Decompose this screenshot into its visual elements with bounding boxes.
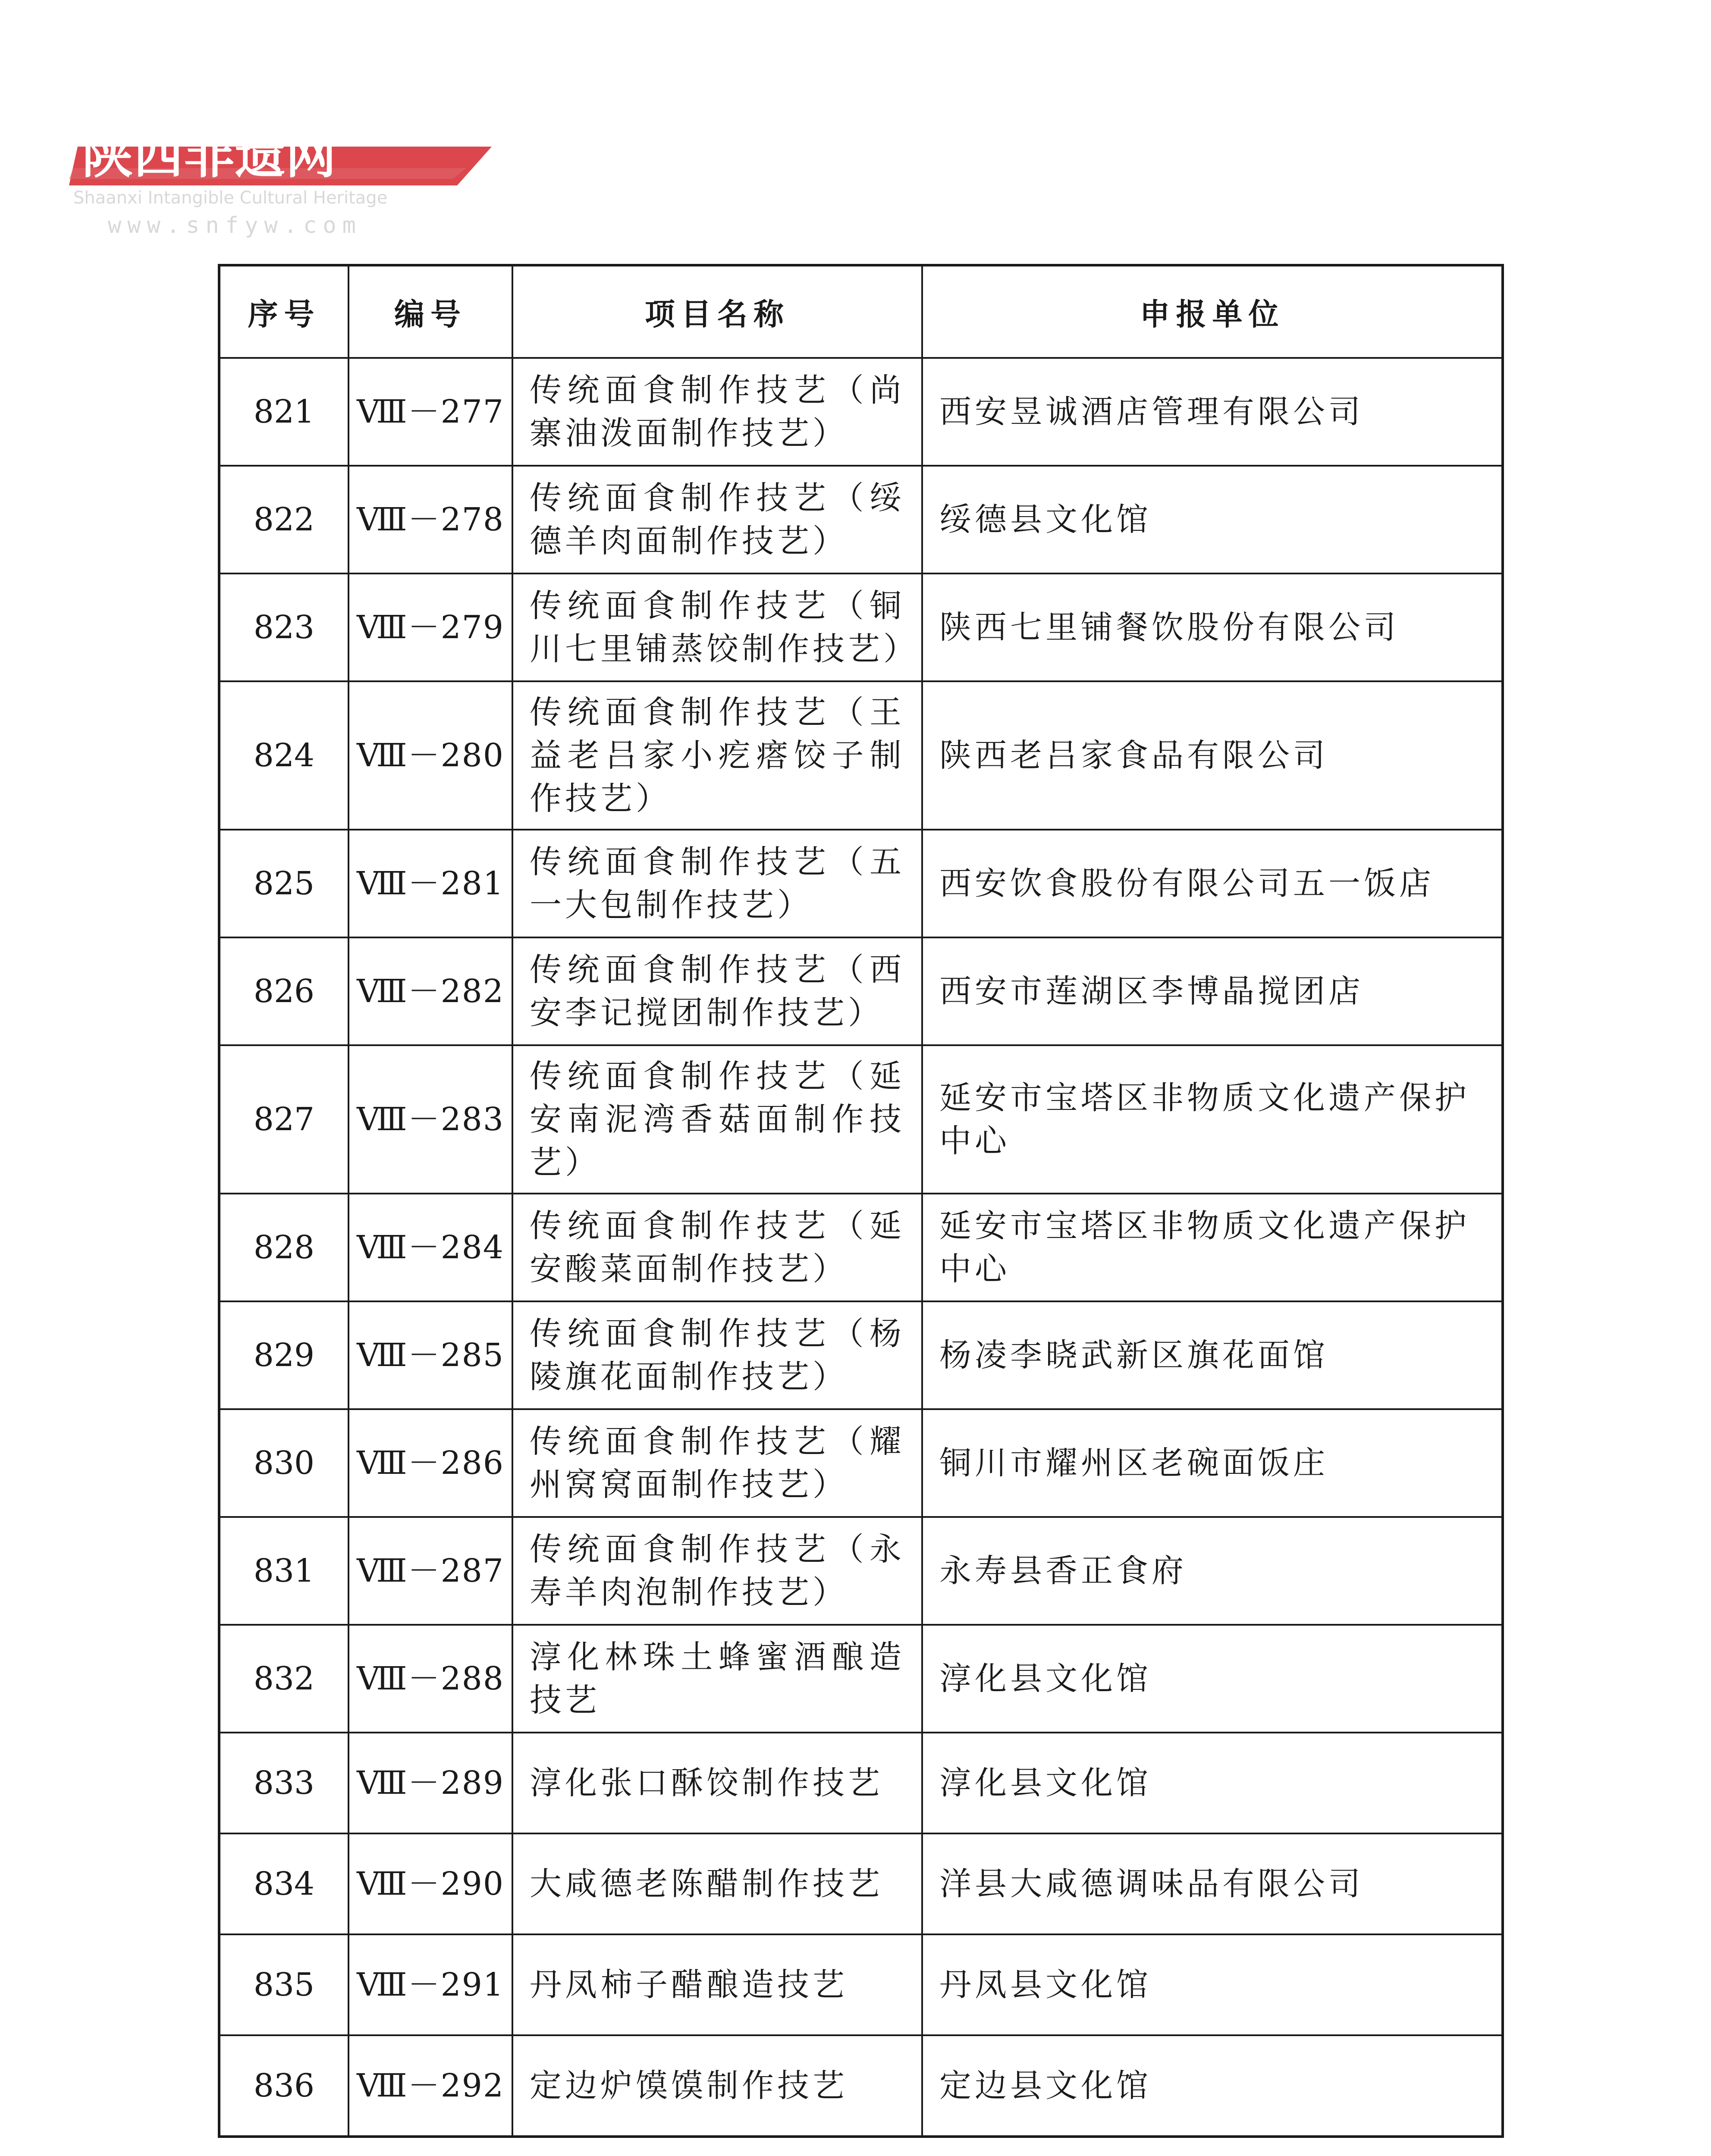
table-row <box>219 1934 1503 2035</box>
cell-name: 传统面食制作技艺（杨陵旗花面制作技艺） <box>512 1301 922 1409</box>
cell-seq: 832 <box>219 1625 348 1733</box>
header-seq: 序号 <box>219 265 348 358</box>
table-row <box>219 1409 1503 1517</box>
cell-unit: 丹凤县文化馆 <box>922 1934 1503 2035</box>
table-header-row <box>219 265 1503 358</box>
cell-code: Ⅷ－287 <box>348 1517 512 1625</box>
cell-unit: 淳化县文化馆 <box>922 1733 1503 1833</box>
cell-unit: 铜川市耀州区老碗面饭庄 <box>922 1409 1503 1517</box>
logo-url: www.snfyw.com <box>108 213 362 238</box>
table-row <box>219 937 1503 1045</box>
cell-seq: 829 <box>219 1301 348 1409</box>
cell-name: 传统面食制作技艺（延安南泥湾香菇面制作技艺） <box>512 1045 922 1194</box>
cell-name: 丹凤柿子醋酿造技艺 <box>512 1934 922 2035</box>
cell-name: 传统面食制作技艺（绥德羊肉面制作技艺） <box>512 466 922 573</box>
cell-name: 传统面食制作技艺（永寿羊肉泡制作技艺） <box>512 1517 922 1625</box>
table-row <box>219 1517 1503 1625</box>
cell-seq: 828 <box>219 1194 348 1301</box>
cell-unit: 定边县文化馆 <box>922 2035 1503 2137</box>
table-row <box>219 2035 1503 2137</box>
cell-seq: 826 <box>219 937 348 1045</box>
cell-name: 淳化林珠土蜂蜜酒酿造技艺 <box>512 1625 922 1733</box>
cell-code: Ⅷ－290 <box>348 1833 512 1934</box>
cell-code: Ⅷ－278 <box>348 466 512 573</box>
cell-seq: 824 <box>219 681 348 830</box>
cell-code: Ⅷ－277 <box>348 358 512 466</box>
cell-seq: 821 <box>219 358 348 466</box>
cell-name: 大咸德老陈醋制作技艺 <box>512 1833 922 1934</box>
cell-code: Ⅷ－291 <box>348 1934 512 2035</box>
table-row <box>219 573 1503 681</box>
header-name: 项目名称 <box>512 265 922 358</box>
header-code: 编号 <box>348 265 512 358</box>
table-row <box>219 1045 1503 1194</box>
cell-unit: 淳化县文化馆 <box>922 1625 1503 1733</box>
cell-seq: 827 <box>219 1045 348 1194</box>
cell-name: 传统面食制作技艺（耀州窝窝面制作技艺） <box>512 1409 922 1517</box>
cell-unit: 陕西七里铺餐饮股份有限公司 <box>922 573 1503 681</box>
cell-seq: 835 <box>219 1934 348 2035</box>
cell-name: 传统面食制作技艺（五一大包制作技艺） <box>512 830 922 937</box>
cell-name: 传统面食制作技艺（延安酸菜面制作技艺） <box>512 1194 922 1301</box>
table-row <box>219 1301 1503 1409</box>
cell-seq: 833 <box>219 1733 348 1833</box>
cell-unit: 延安市宝塔区非物质文化遗产保护中心 <box>922 1194 1503 1301</box>
cell-unit: 延安市宝塔区非物质文化遗产保护中心 <box>922 1045 1503 1194</box>
site-watermark-logo <box>69 103 500 246</box>
cell-code: Ⅷ－289 <box>348 1733 512 1833</box>
cell-code: Ⅷ－280 <box>348 681 512 830</box>
cell-code: Ⅷ－288 <box>348 1625 512 1733</box>
cell-name: 淳化张口酥饺制作技艺 <box>512 1733 922 1833</box>
cell-seq: 823 <box>219 573 348 681</box>
cell-code: Ⅷ－285 <box>348 1301 512 1409</box>
cell-code: Ⅷ－283 <box>348 1045 512 1194</box>
cell-seq: 836 <box>219 2035 348 2137</box>
cell-unit: 永寿县香正食府 <box>922 1517 1503 1625</box>
cell-name: 传统面食制作技艺（铜川七里铺蒸饺制作技艺） <box>512 573 922 681</box>
cell-code: Ⅷ－282 <box>348 937 512 1045</box>
cell-unit: 西安饮食股份有限公司五一饭店 <box>922 830 1503 937</box>
cell-code: Ⅷ－286 <box>348 1409 512 1517</box>
cell-seq: 830 <box>219 1409 348 1517</box>
cell-code: Ⅷ－279 <box>348 573 512 681</box>
cell-code: Ⅷ－281 <box>348 830 512 937</box>
cell-seq: 825 <box>219 830 348 937</box>
table-row <box>219 1625 1503 1733</box>
cell-unit: 西安市莲湖区李博晶搅团店 <box>922 937 1503 1045</box>
cell-unit: 杨凌李晓武新区旗花面馆 <box>922 1301 1503 1409</box>
table-row <box>219 1833 1503 1934</box>
cell-unit: 陕西老吕家食品有限公司 <box>922 681 1503 830</box>
cell-name: 传统面食制作技艺（西安李记搅团制作技艺） <box>512 937 922 1045</box>
cell-code: Ⅷ－284 <box>348 1194 512 1301</box>
cell-name: 定边炉馍馍制作技艺 <box>512 2035 922 2137</box>
cell-name: 传统面食制作技艺（尚寨油泼面制作技艺） <box>512 358 922 466</box>
cell-seq: 822 <box>219 466 348 573</box>
table-row <box>219 1733 1503 1833</box>
header-unit: 申报单位 <box>922 265 1503 358</box>
logo-cn-title: 陕西非遗网 <box>82 125 337 185</box>
cell-code: Ⅷ－292 <box>348 2035 512 2137</box>
table-row <box>219 681 1503 830</box>
cell-unit: 洋县大咸德调味品有限公司 <box>922 1833 1503 1934</box>
table-row <box>219 358 1503 466</box>
cell-unit: 绥德县文化馆 <box>922 466 1503 573</box>
cell-seq: 831 <box>219 1517 348 1625</box>
cell-seq: 834 <box>219 1833 348 1934</box>
table-row <box>219 1194 1503 1301</box>
cell-unit: 西安昱诚酒店管理有限公司 <box>922 358 1503 466</box>
cell-name: 传统面食制作技艺（王益老吕家小疙瘩饺子制作技艺） <box>512 681 922 830</box>
table-row <box>219 466 1503 573</box>
table-row <box>219 830 1503 937</box>
logo-en-subtitle: Shaanxi Intangible Cultural Heritage <box>73 188 388 208</box>
heritage-project-table <box>218 264 1504 2138</box>
